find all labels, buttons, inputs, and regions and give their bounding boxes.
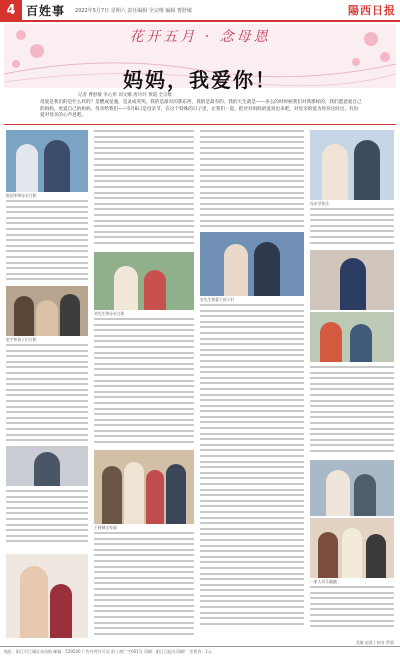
photo-caption: 王阿姨全家福	[94, 525, 117, 530]
photo-workers	[310, 312, 394, 362]
text-column	[94, 130, 194, 250]
text-column	[94, 318, 194, 448]
text-column	[94, 532, 194, 640]
photo-mother-son-2	[310, 130, 394, 200]
photo-family-2	[310, 518, 394, 578]
text-column	[310, 586, 394, 636]
editors-credit: 美编 赵贤 | 校对 罗丽	[355, 640, 394, 645]
photo-caption: 一家人其乐融融	[310, 579, 337, 584]
photo-mother-child	[6, 554, 88, 638]
article-title: 妈妈，我爱你！	[123, 68, 277, 92]
photo-family	[6, 286, 88, 336]
newspaper-logo: 陽西日报	[348, 4, 396, 17]
text-column	[310, 366, 394, 456]
photo-couple	[200, 232, 304, 296]
photo-group	[94, 450, 194, 524]
text-column	[200, 304, 304, 640]
lead-divider	[4, 124, 396, 125]
photo-portrait	[6, 446, 88, 486]
section-title: 百姓事	[26, 3, 66, 18]
banner-slogan: 花开五月 · 念母恩	[129, 29, 271, 45]
text-column	[6, 490, 88, 550]
photo-caption: 张先生和妻子孩子们	[200, 297, 235, 302]
photo-mother-2	[310, 460, 394, 516]
photo-caption: 刘先生和母亲合影	[94, 311, 125, 316]
text-column	[200, 130, 304, 230]
text-column	[310, 208, 394, 248]
photo-outdoor	[94, 252, 194, 310]
text-column	[6, 344, 88, 444]
photo-caption: 赵宇和孩子们合影	[6, 337, 37, 342]
article-byline: 记者 曹舒敏 李心彤 刘文娜 唐玲玲 黄霞 全宗维	[78, 93, 173, 98]
text-column	[6, 200, 88, 282]
article-lead: 母爱是我们的是什么样的？是燃成星盏，是灵成英奖。我的是最有的那东西，我的是最有的。我的天生就是——多么的时时候我们对我那样的，我们愿意爱自己的妈妈，更爱自己的妈妈，母亲给我们——5月8日是母亲节，在这个特殊的日子里，让我们一起，把对对妈妈的爱说出来吧，对母亲的爱为你你这时这，有份爱对母亲的心声意吧。	[40, 100, 362, 119]
photo-caption: 母亲节快乐	[310, 201, 329, 206]
page-footer: 地址：阳江市江城区东风路 邮编：529500 广告经营许可证 阳工商广字001号 印刷：阳江日报社印刷厂 零售价：1元	[0, 646, 400, 656]
photo-uniform	[310, 250, 394, 310]
page-number: 4	[0, 0, 22, 20]
header-meta: 2022年5月7日 星期六 责任编辑 全宗维 编辑 曹舒敏	[75, 7, 193, 14]
header-divider	[0, 20, 400, 22]
photo-mother-son	[6, 130, 88, 192]
photo-caption: 陈国华和母亲合影	[6, 193, 37, 198]
page-header	[0, 0, 400, 20]
